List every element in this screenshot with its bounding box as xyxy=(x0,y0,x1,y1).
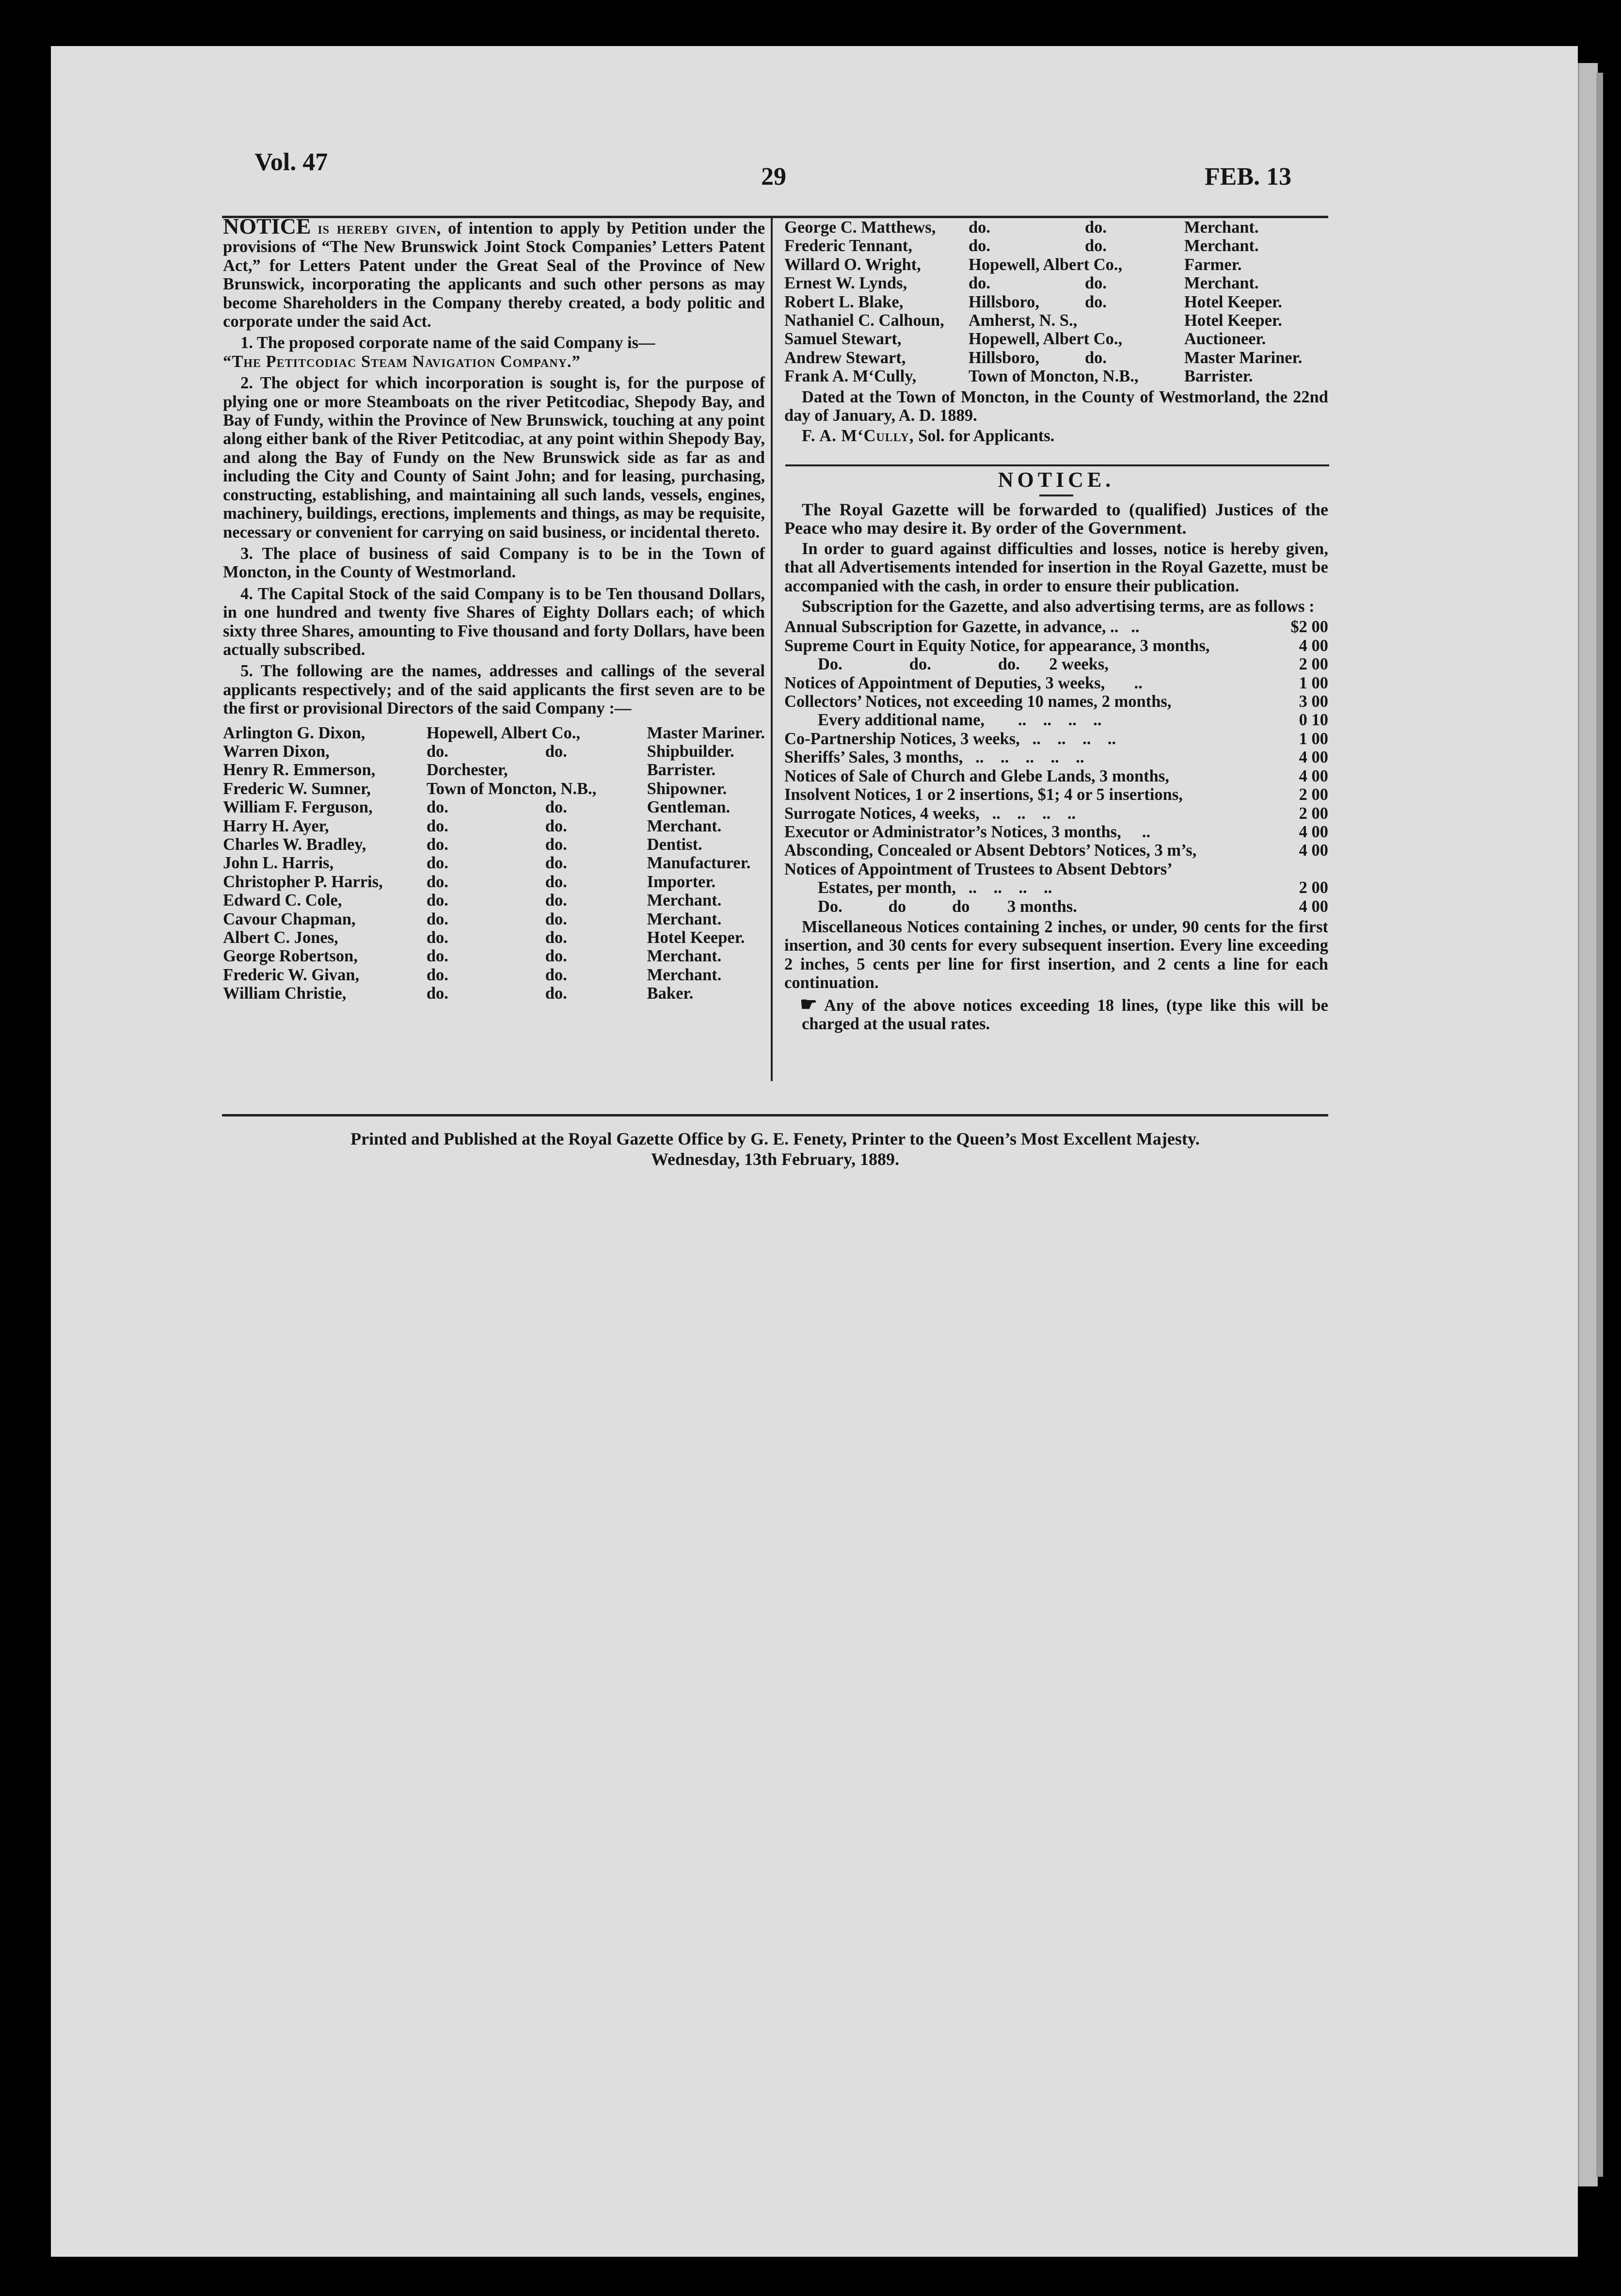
rate-label: Collectors’ Notices, not exceeding 10 names, 2 months, xyxy=(784,692,1172,711)
applicant-place: do. xyxy=(426,835,448,854)
applicant-place-2: do. xyxy=(1085,237,1107,255)
applicant-place-2: do. xyxy=(545,872,567,891)
rate-row xyxy=(784,785,1328,804)
gazette-notice-p1: The Royal Gazette will be forwarded to (qualified) Justices of the Peace who may desire it. By order of the Government. xyxy=(784,500,1328,538)
applicant-place: do. xyxy=(426,984,448,1003)
gazette-notice-p3: Subscription for the Gazette, and also advertising terms, are as follows : xyxy=(802,597,1315,616)
rate-value: $2 00 xyxy=(1290,618,1328,637)
applicant-place: do. xyxy=(426,909,448,928)
applicant-calling: Merchant. xyxy=(1184,274,1259,293)
rate-row xyxy=(784,897,1328,916)
applicant-calling: Master Mariner. xyxy=(1184,348,1303,367)
applicant-calling: Importer. xyxy=(647,872,716,891)
applicants-table-right xyxy=(784,218,1328,386)
applicant-left-row xyxy=(223,873,765,891)
applicant-left-row xyxy=(223,835,765,854)
rate-label: Estates, per month, .. .. .. .. xyxy=(784,878,1052,897)
pointing-hand-icon: ☛ xyxy=(800,993,817,1015)
rate-value: 4 00 xyxy=(1299,822,1328,841)
applicant-left-row xyxy=(223,742,765,761)
page-edge xyxy=(1578,63,1598,2186)
applicant-place-2: do. xyxy=(545,909,567,928)
right-column xyxy=(784,218,1328,446)
applicant-right-row xyxy=(784,330,1328,348)
rate-label: Do. do. do. 2 weeks, xyxy=(784,655,1109,674)
applicant-place: do. xyxy=(426,798,448,817)
applicant-place: do. xyxy=(426,947,448,966)
applicant-place-2: do. xyxy=(545,816,567,835)
applicant-name: Christopher P. Harris, xyxy=(223,872,383,891)
advertising-rates-table xyxy=(784,618,1328,916)
applicant-place: do. xyxy=(969,218,991,237)
rate-value: 2 00 xyxy=(1299,655,1328,674)
applicant-place-2: do. xyxy=(545,798,567,817)
applicant-calling: Shipbuilder. xyxy=(647,742,734,761)
pointer-note: Any of the above notices exceeding 18 lines, (type like this will be charged at the usual rates. xyxy=(802,996,1328,1033)
notice-lead: NOTICE xyxy=(223,214,311,239)
applicant-calling: Merchant. xyxy=(647,891,722,910)
rate-row xyxy=(784,878,1328,897)
rate-row xyxy=(784,841,1328,860)
item-5: 5. The following are the names, addresses and callings of the several applicants respectively; and of the said applicants the first seven are to be the first or provisional Directors of the said Company :— xyxy=(223,662,765,718)
rate-row xyxy=(784,618,1328,636)
applicant-left-row xyxy=(223,761,765,779)
applicant-place: Town of Moncton, N.B., xyxy=(969,367,1139,386)
applicant-calling: Merchant. xyxy=(647,909,722,928)
applicant-place-2: do. xyxy=(545,965,567,984)
applicant-place-2: do. xyxy=(545,891,567,910)
applicant-place: Hillsboro, xyxy=(969,292,1040,311)
applicant-right-row xyxy=(784,311,1328,330)
rate-label: Every additional name, .. .. .. .. xyxy=(784,711,1102,730)
applicant-place: Hopewell, Albert Co., xyxy=(969,255,1123,274)
applicant-place: Hopewell, Albert Co., xyxy=(969,330,1123,349)
rate-label: Annual Subscription for Gazette, in advance, .. .. xyxy=(784,618,1140,637)
applicant-left-row xyxy=(223,947,765,965)
applicant-place-2: do. xyxy=(1085,292,1107,311)
rate-value: 3 00 xyxy=(1299,692,1328,711)
item-4: 4. The Capital Stock of the said Company is to be Ten thousand Dollars, in one hundred and twenty five Shares of Eighty Dollars each; of which sixty three Shares, amounting to Five thousand and forty Dollars, have been actually subscribed. xyxy=(223,584,765,659)
applicant-name: Frederic Tennant, xyxy=(784,237,912,255)
applicant-place-2: do. xyxy=(545,742,567,761)
applicant-name: Henry R. Emmerson, xyxy=(223,761,376,780)
applicant-calling: Auctioneer. xyxy=(1184,330,1266,349)
applicant-place-2: do. xyxy=(1085,218,1107,237)
applicant-place-2: do. xyxy=(1085,348,1107,367)
title-underline xyxy=(1039,494,1073,496)
applicant-calling: Hotel Keeper. xyxy=(647,928,745,947)
applicant-name: Edward C. Cole, xyxy=(223,891,342,910)
applicant-right-row xyxy=(784,293,1328,311)
pointer-note-line xyxy=(784,995,1328,1034)
applicant-place: do. xyxy=(426,742,448,761)
solicitor-role: Sol. for Applicants. xyxy=(918,427,1055,446)
applicant-calling: Hotel Keeper. xyxy=(1184,311,1282,330)
applicant-place: Amherst, N. S., xyxy=(969,311,1078,330)
page-edge-shadow xyxy=(1596,73,1603,2177)
applicant-calling: Gentleman. xyxy=(647,798,731,817)
misc-notice: Miscellaneous Notices containing 2 inches, or under, 90 cents for the first insertion, and 30 cents for every subsequent insertion. Every line exceeding 2 inches, 5 cents per line for first insertion, and 2 cents a line for each continuation. xyxy=(784,917,1328,992)
applicant-place: do. xyxy=(426,928,448,947)
rate-row xyxy=(784,804,1328,823)
item-3: 3. The place of business of said Company is to be in the Town of Moncton, in the County of Westmorland. xyxy=(223,544,765,582)
rate-label: Sheriffs’ Sales, 3 months, .. .. .. .. .. xyxy=(784,748,1084,767)
applicant-place-2: do. xyxy=(1085,274,1107,293)
gazette-notice xyxy=(784,466,1328,1033)
applicant-place: do. xyxy=(426,816,448,835)
applicant-left-row xyxy=(223,854,765,872)
applicant-name: Willard O. Wright, xyxy=(784,255,921,274)
applicant-left-row xyxy=(223,817,765,835)
rate-row xyxy=(784,767,1328,785)
rate-value: 4 00 xyxy=(1299,897,1328,916)
footer-rule xyxy=(222,1114,1328,1116)
rate-row xyxy=(784,637,1328,655)
applicant-left-row xyxy=(223,966,765,984)
applicant-calling: Barrister. xyxy=(1184,367,1253,386)
rate-value: 4 00 xyxy=(1299,841,1328,860)
rate-label: Notices of Sale of Church and Glebe Lands, 3 months, xyxy=(784,766,1169,785)
rate-label: Insolvent Notices, 1 or 2 insertions, $1; 4 or 5 insertions, xyxy=(784,785,1183,804)
applicants-table-left xyxy=(223,724,765,1003)
applicant-calling: Shipowner. xyxy=(647,779,727,798)
rate-label: Notices of Appointment of Deputies, 3 weeks, .. xyxy=(784,673,1143,692)
issue-date: FEB. 13 xyxy=(1205,163,1292,191)
applicant-name: Ernest W. Lynds, xyxy=(784,274,907,293)
applicant-left-row xyxy=(223,798,765,816)
rate-value: 1 00 xyxy=(1299,729,1328,748)
applicant-name: Warren Dixon, xyxy=(223,742,330,761)
volume-number: Vol. 47 xyxy=(254,148,328,176)
applicant-calling: Merchant. xyxy=(1184,218,1259,237)
applicant-name: Frederic W. Sumner, xyxy=(223,779,371,798)
applicant-right-row xyxy=(784,218,1328,237)
page-number: 29 xyxy=(761,163,786,191)
rate-label: Surrogate Notices, 4 weeks, .. .. .. .. xyxy=(784,804,1076,823)
applicant-left-row xyxy=(223,780,765,798)
applicant-calling: Master Mariner. xyxy=(647,723,765,742)
applicant-left-row xyxy=(223,724,765,742)
rate-value: 4 00 xyxy=(1299,766,1328,785)
footer-date: Wednesday, 13th February, 1889. xyxy=(651,1149,900,1169)
applicant-left-row xyxy=(223,928,765,947)
notice-lead-caps: is hereby given, xyxy=(318,219,442,238)
applicant-place: do. xyxy=(426,872,448,891)
applicant-place: do. xyxy=(969,237,991,255)
applicant-calling: Baker. xyxy=(647,984,694,1003)
rate-value: 2 00 xyxy=(1299,804,1328,823)
applicant-name: Albert C. Jones, xyxy=(223,928,338,947)
applicant-place-2: do. xyxy=(545,928,567,947)
applicant-calling: Hotel Keeper. xyxy=(1184,292,1282,311)
applicant-calling: Merchant. xyxy=(1184,237,1259,255)
applicant-name: Charles W. Bradley, xyxy=(223,835,366,854)
applicant-right-row xyxy=(784,367,1328,385)
applicant-calling: Barrister. xyxy=(647,761,716,780)
rate-label: Supreme Court in Equity Notice, for appearance, 3 months, xyxy=(784,636,1210,655)
applicant-place: do. xyxy=(426,965,448,984)
rate-label: Executor or Administrator’s Notices, 3 months, .. xyxy=(784,822,1151,841)
applicant-place-2: do. xyxy=(545,835,567,854)
applicant-calling: Merchant. xyxy=(647,947,722,966)
rate-value: 0 10 xyxy=(1299,711,1328,730)
applicant-place: do. xyxy=(426,891,448,910)
applicant-place: Town of Moncton, N.B., xyxy=(426,779,597,798)
rate-label: Absconding, Concealed or Absent Debtors’ Notices, 3 m’s, xyxy=(784,841,1197,860)
rate-row xyxy=(784,711,1328,729)
item-1: 1. The proposed corporate name of the said Company is— xyxy=(240,334,655,352)
applicant-name: George C. Matthews, xyxy=(784,218,936,237)
applicant-name: William F. Ferguson, xyxy=(223,798,373,817)
dated-line: Dated at the Town of Moncton, in the County of Westmorland, the 22nd day of January, A. D. 1889. xyxy=(784,387,1328,425)
rate-row xyxy=(784,748,1328,766)
applicant-place: do. xyxy=(969,274,991,293)
gazette-notice-p2: In order to guard against difficulties and losses, notice is hereby given, that all Advertisements intended for insertion in the Royal Gazette, must be accompanied with the cash, in order to ensure their publication. xyxy=(784,539,1328,595)
applicant-right-row xyxy=(784,237,1328,255)
item-2: 2. The object for which incorporation is sought is, for the purpose of plying one or more Steamboats on the river Petitcodiac, Shepody Bay, and Bay of Fundy, within the Province of New Brunswick, touching at any point along either bank of the River Petitcodiac, at any point within Shepody Bay, and along the Bay of Fundy on the New Brunswick side as far as and including the City and County of Saint John; and for leasing, purchasing, constructing, establishing, and maintaining all such lands, vessels, engines, machinery, buildings, erections, implements and things, as may be requisite, necessary or convenient for carrying on said business, or incidental thereto. xyxy=(223,374,765,542)
applicant-place-2: do. xyxy=(545,947,567,966)
applicant-name: Frederic W. Givan, xyxy=(223,965,360,984)
applicant-name: William Christie, xyxy=(223,984,347,1003)
applicant-place: Hopewell, Albert Co., xyxy=(426,723,580,742)
rate-value: 4 00 xyxy=(1299,748,1328,767)
applicant-name: Arlington G. Dixon, xyxy=(223,723,366,742)
applicant-calling: Merchant. xyxy=(647,965,722,984)
solicitor-line xyxy=(784,427,1328,445)
applicant-calling: Farmer. xyxy=(1184,255,1242,274)
applicant-place: Hillsboro, xyxy=(969,348,1040,367)
applicant-name: George Robertson, xyxy=(223,947,358,966)
applicant-right-row xyxy=(784,255,1328,274)
applicant-left-row xyxy=(223,891,765,909)
applicant-left-row xyxy=(223,910,765,928)
applicant-right-row xyxy=(784,349,1328,367)
rate-label: Do. do do 3 months. xyxy=(784,897,1077,916)
applicant-calling: Dentist. xyxy=(647,835,702,854)
column-divider xyxy=(771,218,773,1081)
applicant-name: Cavour Chapman, xyxy=(223,909,356,928)
applicant-left-row xyxy=(223,984,765,1003)
rate-row xyxy=(784,730,1328,748)
rate-row xyxy=(784,692,1328,711)
applicant-name: John L. Harris, xyxy=(223,854,334,873)
rate-label: Notices of Appointment of Trustees to Absent Debtors’ xyxy=(784,860,1173,878)
applicant-right-row xyxy=(784,274,1328,292)
applicant-name: Frank A. M‘Cully, xyxy=(784,367,917,386)
rate-row xyxy=(784,823,1328,841)
rate-row xyxy=(784,674,1328,692)
applicant-calling: Manufacturer. xyxy=(647,854,751,873)
gazette-notice-title: NOTICE. xyxy=(998,468,1115,492)
applicant-name: Robert L. Blake, xyxy=(784,292,904,311)
applicant-name: Andrew Stewart, xyxy=(784,348,906,367)
rate-value: 1 00 xyxy=(1299,673,1328,692)
applicant-place-2: do. xyxy=(545,854,567,873)
rate-row xyxy=(784,860,1328,878)
rate-label: Co-Partnership Notices, 3 weeks, .. .. .. .. xyxy=(784,729,1116,748)
rate-value: 2 00 xyxy=(1299,878,1328,897)
rate-value: 4 00 xyxy=(1299,636,1328,655)
solicitor-name: F. A. M‘Cully, xyxy=(802,427,914,446)
applicant-name: Harry H. Ayer, xyxy=(223,816,329,835)
incorporation-notice xyxy=(223,214,765,1003)
company-name: “The Petitcodiac Steam Navigation Company.” xyxy=(223,352,581,371)
rate-row xyxy=(784,655,1328,673)
notice-opening: of intention to apply by Petition under the provisions of “The New Brunswick Joint Stock Companies’ Letters Patent Act,” for Letters Patent under the Great Seal of the Province of New Brunswick, incorporating the applicants and such other persons as may become Shareholders in the Company thereby created, a body politic and corporate under the said Act. xyxy=(223,219,765,331)
applicant-name: Samuel Stewart, xyxy=(784,330,902,349)
applicant-calling: Merchant. xyxy=(647,816,722,835)
footer-imprint: Printed and Published at the Royal Gazette Office by G. E. Fenety, Printer to the Queen’s Most Excellent Majesty. xyxy=(350,1129,1200,1148)
applicant-place: Dorchester, xyxy=(426,761,508,780)
applicant-place: do. xyxy=(426,854,448,873)
applicant-place-2: do. xyxy=(545,984,567,1003)
applicant-name: Nathaniel C. Calhoun, xyxy=(784,311,944,330)
rate-value: 2 00 xyxy=(1299,785,1328,804)
rate-value xyxy=(1275,860,1328,878)
